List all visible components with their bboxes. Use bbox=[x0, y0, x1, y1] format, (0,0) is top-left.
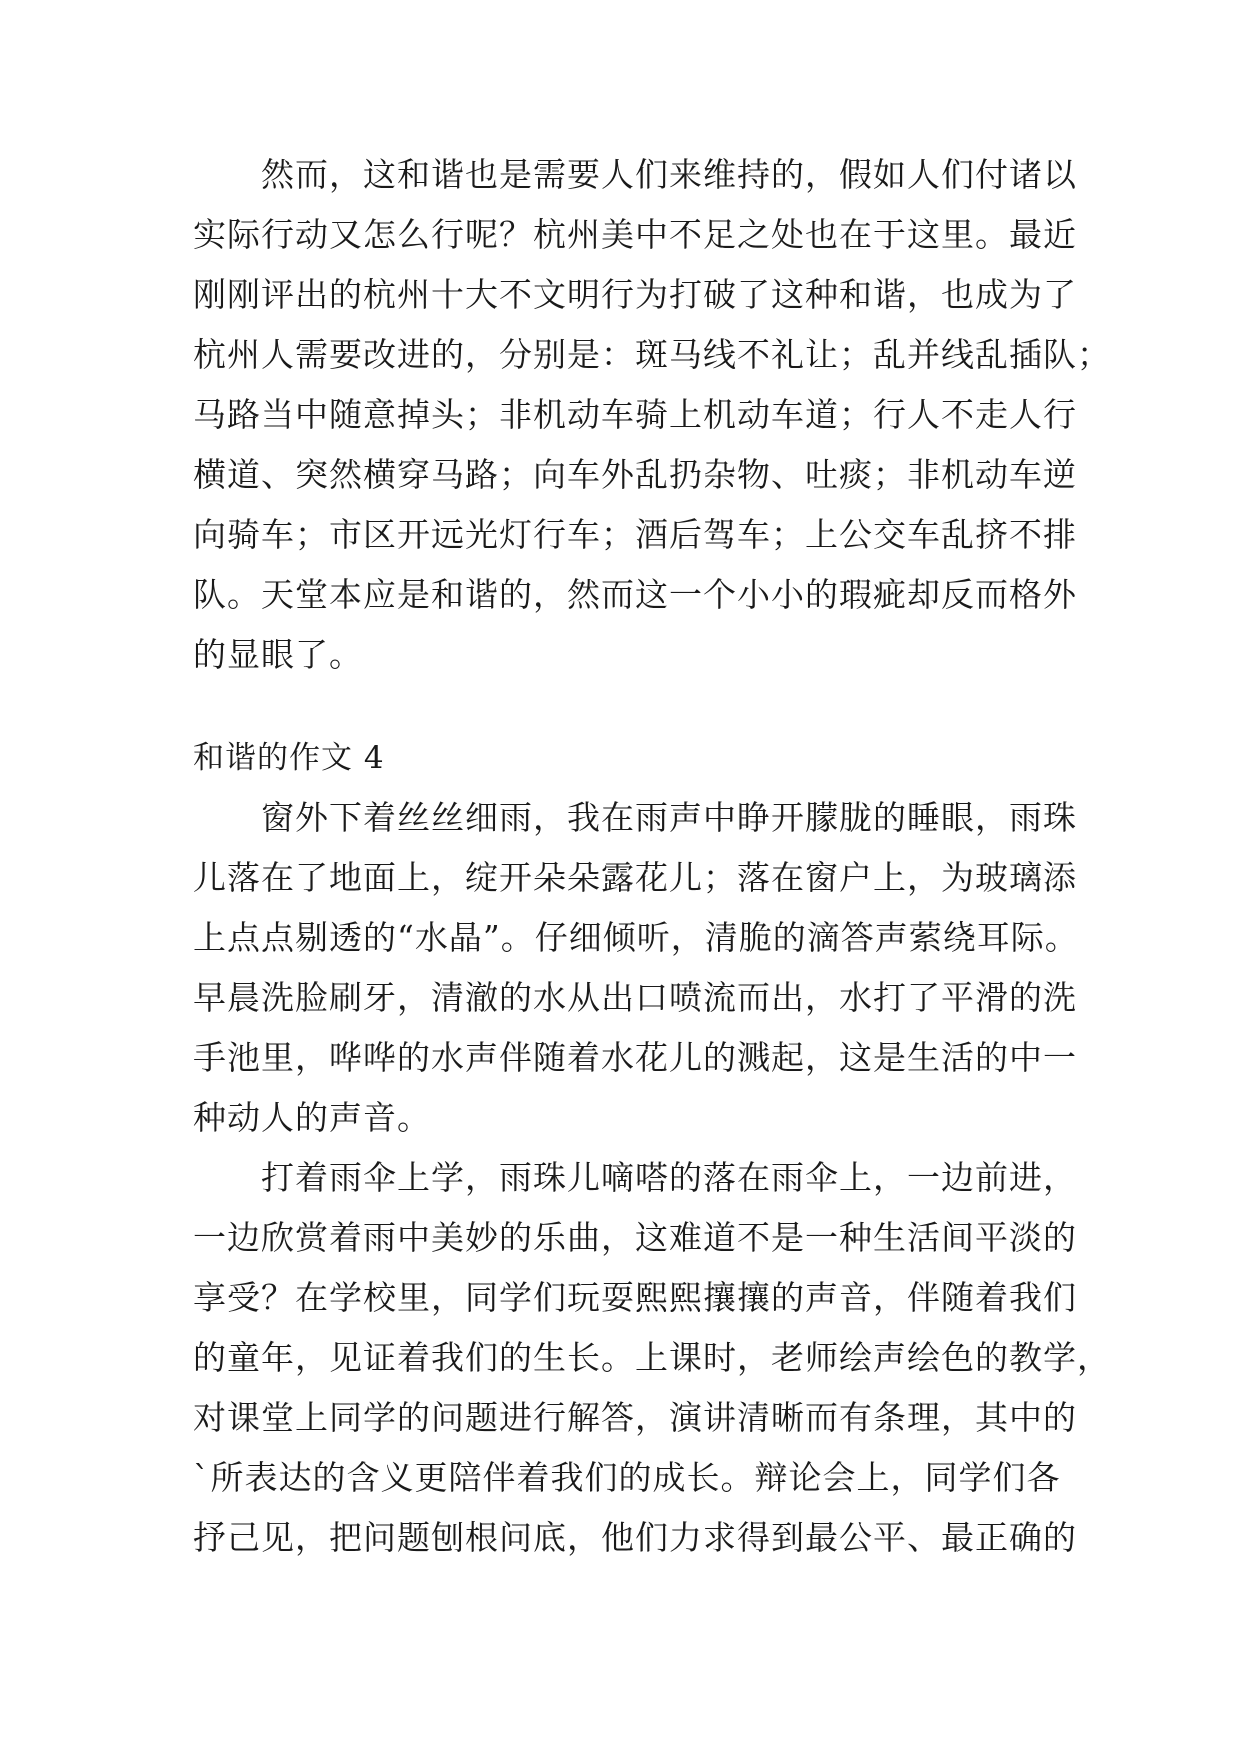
paragraph-1-line: 杭州人需要改进的，分别是：斑马线不礼让；乱并线乱插队； bbox=[193, 335, 1111, 374]
paragraph-1-line: 队。天堂本应是和谐的，然而这一个小小的瑕疵却反而格外 bbox=[193, 575, 1077, 614]
paragraph-2-line: 手池里，哗哗的水声伴随着水花儿的溅起，这是生活的中一 bbox=[193, 1038, 1077, 1077]
paragraph-1-line: 向骑车；市区开远光灯行车；酒后驾车；上公交车乱挤不排 bbox=[193, 515, 1077, 554]
paragraph-3-line: 享受？在学校里，同学们玩耍熙熙攘攘的声音，伴随着我们 bbox=[193, 1278, 1077, 1317]
paragraph-1-line: 刚刚评出的杭州十大不文明行为打破了这种和谐，也成为了 bbox=[193, 275, 1077, 314]
paragraph-2-line: 窗外下着丝丝细雨，我在雨声中睁开朦胧的睡眼，雨珠 bbox=[193, 798, 1077, 837]
paragraph-3-line: 打着雨伞上学，雨珠儿嘀嗒的落在雨伞上，一边前进， bbox=[193, 1158, 1077, 1197]
paragraph-3-line: 的童年，见证着我们的生长。上课时，老师绘声绘色的教学， bbox=[193, 1338, 1111, 1377]
paragraph-1-line: 的显眼了。 bbox=[193, 635, 363, 674]
paragraph-3-line: 一边欣赏着雨中美妙的乐曲，这难道不是一种生活间平淡的 bbox=[193, 1218, 1077, 1257]
paragraph-1-line: 横道、突然横穿马路；向车外乱扔杂物、吐痰；非机动车逆 bbox=[193, 455, 1077, 494]
paragraph-2-line: 早晨洗脸刷牙，清澈的水从出口喷流而出，水打了平滑的洗 bbox=[193, 978, 1077, 1017]
paragraph-1-line: 实际行动又怎么行呢？杭州美中不足之处也在于这里。最近 bbox=[193, 215, 1077, 254]
paragraph-2-line: 种动人的声音。 bbox=[193, 1098, 431, 1137]
paragraph-2-line: 儿落在了地面上，绽开朵朵露花儿；落在窗户上，为玻璃添 bbox=[193, 858, 1077, 897]
paragraph-1-line: 马路当中随意掉头；非机动车骑上机动车道；行人不走人行 bbox=[193, 395, 1077, 434]
essay-heading: 和谐的作文 4 bbox=[193, 740, 385, 776]
paragraph-1-line: 然而，这和谐也是需要人们来维持的，假如人们付诸以 bbox=[193, 155, 1077, 194]
paragraph-2-line: 上点点剔透的“水晶”。仔细倾听，清脆的滴答声萦绕耳际。 bbox=[193, 918, 1079, 957]
paragraph-3-line: 对课堂上同学的问题进行解答，演讲清晰而有条理，其中的 bbox=[193, 1398, 1077, 1437]
paragraph-3-line: `所表达的含义更陪伴着我们的成长。辩论会上，同学们各 bbox=[193, 1458, 1061, 1497]
paragraph-3-line: 抒己见，把问题刨根问底，他们力求得到最公平、最正确的 bbox=[193, 1518, 1077, 1557]
